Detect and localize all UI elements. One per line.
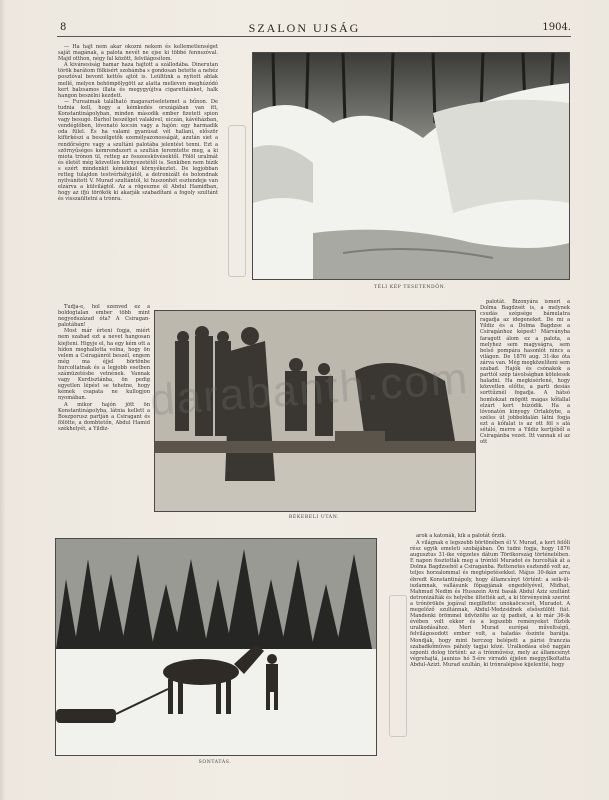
photo-caption: SONTATÁS. bbox=[198, 760, 232, 765]
photo-caption: BÉKEBELI UTÁN. bbox=[288, 515, 340, 520]
masthead-title: SZALON UJSÁG bbox=[248, 21, 361, 35]
photo-winter-stream bbox=[252, 52, 570, 280]
right-column-bridge bbox=[410, 533, 570, 539]
photo-caption: TÉLI KÉP TESETENDŐN. bbox=[373, 285, 447, 290]
paragraph: Most már érteni fogja, miért nem szabad ezt a nevet hangosan kiejteni. Higyje el, ha egy kém ott a hídon meghallotta volna, hogy ön velem a Csiragánról beszél, engem még ma éjjel börtönbe hurcoltatnak és a legjobb esetben számüzetésbe vetnének. Vannak vagy Kurdisztánba, ön pedig egyetlen lépést se tehetne, hogy kémek csapata ne kullogjon nyomában. bbox=[58, 328, 150, 402]
decorative-border bbox=[228, 125, 246, 277]
page-number: 8 bbox=[60, 22, 67, 33]
paragraph: Tudja-e, hol szenved ez a boldogtalan ember több mint negyedszázad óta? A Csiragan-palotában! bbox=[58, 304, 150, 329]
right-column-upper bbox=[480, 299, 570, 445]
paragraph: palotát. Bizonyára ismeri a Dolma Bagdzsét is, a melynek csudás szépsége bámulatra ragadja az idegeneket. De mi a Yildiz és a Dolma Bagdzse a Csiragánhoz képest! Márványba faragott álom ez a palota, a melyhez sem magyságra, sem belső pompára hasonlót nincs a világon. De 1876 aug. 31-ike óta zárva van. Még megközelíteni sem szabad. Hajók és csónakok a parttól szép távolságban kötelesek haladni. Ha megkisérlené, hogy közvetlen előtte, a parti desiás sorttűznél fogadja. A hátsó homlokzat mögött magas kőfallal elzárt kert húzódik. Ha a lóvonatón kinyegy Ortaköybe, a széles út jobboldalán látni fogja ezt a kőfalat is az ott föl s alá sétáló, merre a Yildiz kertjéből a Csiragánba vezet. Itt vannak el az ott bbox=[480, 299, 570, 446]
winter-image bbox=[253, 53, 569, 279]
photo-horse-sled bbox=[55, 538, 377, 756]
paragraph: A kivánesiság hamar haza hajtott a szállodába. Dinerutan török barátom fölkisért szobámba s gondosan betette a nehéz posztóval bevont kettős ajtót is. Leültünk a nyitott ablak mellé, melyen behömpölygött az alatta melleven meghúzódó kert balzsamos illata és megygyújtva cigarettáinket, halk hangon beszélni kezdett. bbox=[58, 62, 218, 99]
paragraph: arok a katonák, kik a palotát őrzik. bbox=[416, 533, 507, 539]
horse-sled-image bbox=[56, 539, 376, 755]
left-column-middle bbox=[58, 304, 150, 432]
decorative-border bbox=[389, 595, 407, 737]
header-rule bbox=[57, 36, 571, 37]
watermark: darabanth.com bbox=[148, 353, 471, 426]
left-column-top bbox=[58, 44, 218, 202]
paragraph: A világnak e legszebb börtönében él V. Murad, a kert felőli rész egyik emeleti szobájában. Ön tudni fogja, hogy 1876 augusztus 31-ike végzetes dátum Törökország történetében. E napon fosztották meg a tróntól Muradot és hurcolták át a Dolma Bagdzseból a Csiragánba. Rettenetes esztendő volt az, teljes horzalommal és megtépetésekkel. Május 30-ikán arra ébredt Konstantinápoly, hogy államcsínyt történt: a seik-ül-iszlamnak, vallásunk főpapjának engedélyével, Midhat, Mahmud Nedim és Husszein Avni basák Abdul Aziz szultánt detronizálták és helyébe ültették azt, a ki törvényeink szerint a trónörökös jogával megillette: unokaöcscsét, Muradot. A megelőző szultánnak, Abdul-Medzsidnek elsőszülött fiát. Mandenki örömmel üdvözölte az új padisit, a ki már 36-ik évében volt ekkor és a legszebb reményeket fűzték uralkodásához. Meri Murad európai műveltségű, felvilágosodott ember volt, a haladás őszinte barátja. Mondják, hogy mint herczeg belépett a párisi franczia szabadkőműves páholy tagjai közé. Uralkodása első napján szponti dolog történt: az a trónművész, mely az államcsínyt végrehajtá, jaunius hó 5-ére virradó éjjelen meggyilkoltatta Abdul-Azizt. Murad szultán, ki trónralépése kijelentté, hogy bbox=[410, 540, 570, 668]
paragraph: — Fureaimak található magavariseletemet a bűnon. De tudnia kell, hogy a kémkedés országában van itt, Konstantinápolyban, minden második ember fizetett spion vagy besugó. Bárhol beszélget valakivel, uiczán, kávéházban, vendéglőben, lóvonató kocsin vagy a hajón: egy harmadik oda fülel. És ha valami gyanúsat vél hallani, először kifürkészi a beszélgetők személyazonosságát, azután siet a rendőrségre vagy a szultáni palotába jelentést tenni. Ezt a szörnyűséges kémrendszert a szultán teremtette meg, a ki miota trónon ül, retteg az összeesküvésektől. Fölöl uralmát és életét még közvetlen környezetétől is. Senkiben nem bízik s ezért mindenkit kémekkel környékeztet. De legjobban retteg tulajdon testvérbátyjától, a detronizált és bolondnak nyilvánított V. Murad szultántól, ki huszonhét esztendeje van elzárva a külvilágtól. Az a rögeszme él Abdul Hamidban, hogy az ifjú törökök ki akarják szabadítani a fogoly szultánt és visszaültetni a trónra. bbox=[58, 98, 218, 203]
right-column-lower bbox=[410, 540, 570, 668]
paragraph: A mikor hajón jött ön Konstantinápolyba, látnia kellett a Boszporusz partján a Csiragant és fölötte, a dombtetőn, Abdul Hamid székhelyét, a Yildiz- bbox=[58, 401, 150, 432]
issue-year: 1904. bbox=[542, 22, 571, 33]
paragraph: — Ha hajt nem akar okozni nekem és kellemetlenséget saját magának, a palota nevét ne ejse ki többé fennszóval. Majd otthon, négy fal között, felvilágosítom. bbox=[58, 44, 218, 63]
